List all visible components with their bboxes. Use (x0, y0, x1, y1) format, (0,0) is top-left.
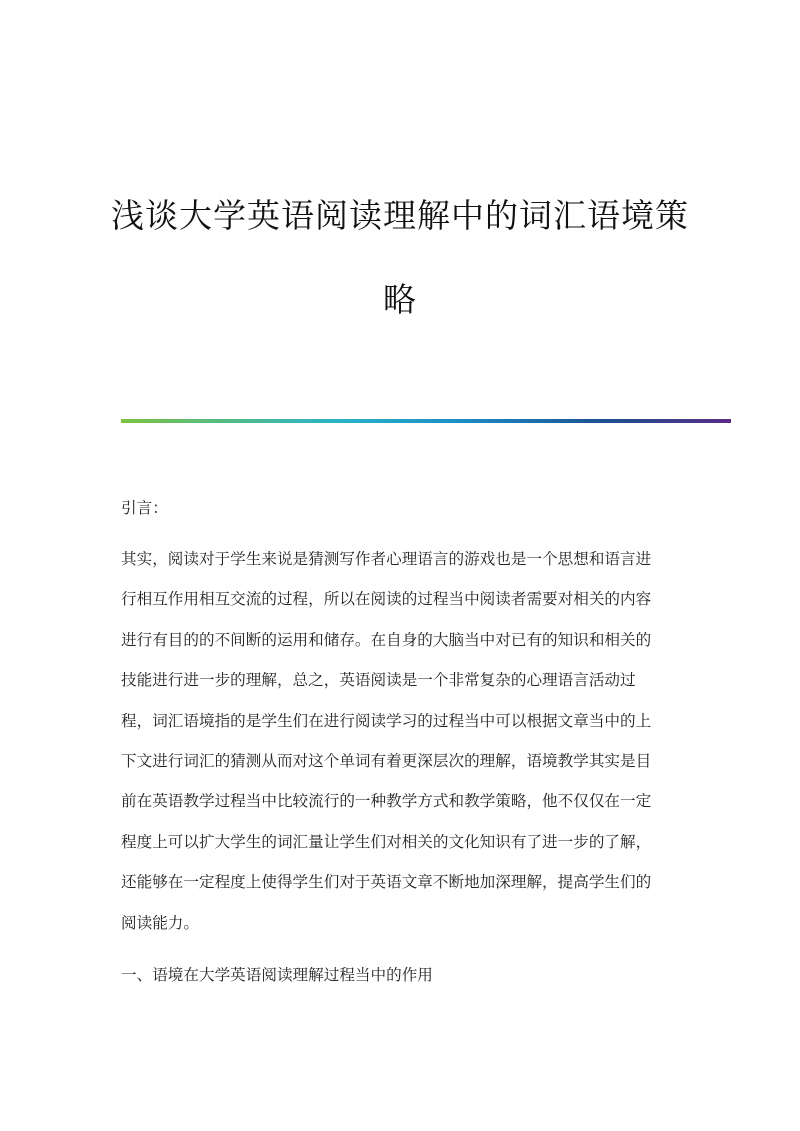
paragraph-line: 阅读能力。 (121, 913, 199, 932)
paragraph-line: 进行有目的的不间断的运用和储存。在自身的大脑当中对已有的知识和相关的 (121, 630, 652, 649)
section-heading: 一、语境在大学英语阅读理解过程当中的作用 (121, 966, 433, 984)
paragraph-line: 行相互作用相互交流的过程，所以在阅读的过程当中阅读者需要对相关的内容 (121, 590, 652, 609)
intro-paragraph (121, 539, 681, 943)
title-divider (121, 419, 731, 423)
paragraph-line: 前在英语教学过程当中比较流行的一种教学方式和教学策略，他不仅仅在一定 (121, 792, 652, 811)
intro-label: 引言： (121, 499, 168, 517)
document-title: 浅谈大学英语阅读理解中的词汇语境策 (111, 196, 689, 235)
document-title-continuation: 略 (383, 280, 417, 319)
paragraph-line: 还能够在一定程度上使得学生们对于英语文章不断地加深理解，提高学生们的 (121, 873, 652, 892)
paragraph-line: 技能进行进一步的理解，总之，英语阅读是一个非常复杂的心理语言活动过 (121, 671, 636, 690)
paragraph-line: 下文进行词汇的猜测从而对这个单词有着更深层次的理解，语境教学其实是目 (121, 752, 652, 771)
paragraph-line: 程度上可以扩大学生的词汇量让学生们对相关的文化知识有了进一步的了解， (121, 832, 652, 851)
paragraph-line: 其实，阅读对于学生来说是猜测写作者心理语言的游戏也是一个思想和语言进 (121, 550, 652, 568)
paragraph-line: 程，词汇语境指的是学生们在进行阅读学习的过程当中可以根据文章当中的上 (121, 711, 652, 730)
